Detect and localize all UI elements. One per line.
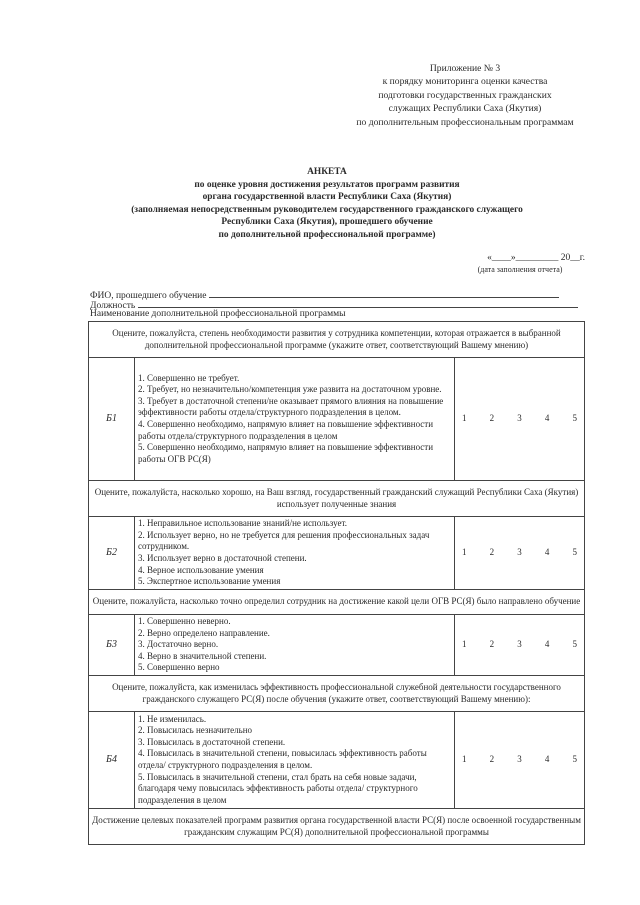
question-options — [135, 615, 455, 676]
rating-option[interactable]: 5 — [572, 547, 577, 558]
appendix-line: подготовки государственных гражданских — [378, 89, 552, 101]
option-item: 4. Повысилась в значительной степени, повысилась эффективность работы отдела/ структурного подразделения в целом. — [138, 748, 427, 770]
program-field[interactable] — [90, 309, 346, 319]
appendix-line: по дополнительным профессиональным программам — [356, 116, 574, 128]
option-item: 2. Верно определено направление. — [138, 627, 270, 638]
question-header-row — [89, 322, 585, 358]
rating-option[interactable]: 3 — [517, 639, 522, 650]
questionnaire-table — [88, 321, 585, 845]
option-item: 5. Совершенно необходимо, напрямую влияет на повышение эффективности работы ОГВ РС(Я) — [138, 442, 434, 464]
question-code: Б2 — [89, 517, 135, 590]
option-item: 1. Не изменилась. — [138, 713, 207, 724]
question-answer-row — [89, 358, 585, 481]
position-label: Должность — [90, 301, 136, 311]
option-item: 5. Совершенно верно — [138, 662, 220, 673]
rating-option[interactable]: 4 — [544, 639, 550, 650]
rating-option[interactable]: 5 — [572, 754, 577, 765]
rating-option[interactable]: 5 — [572, 639, 577, 650]
rating-option[interactable]: 2 — [489, 413, 495, 424]
document-title — [96, 166, 558, 242]
question-code: Б3 — [89, 615, 135, 676]
question-header: Оцените, пожалуйста, насколько хорошо, на Ваш взгляд, государственный гражданский служащий Республики Саха (Якутия) использует полученные знания — [89, 481, 585, 517]
question-header-row — [89, 676, 585, 712]
rating-option[interactable]: 4 — [544, 754, 550, 765]
rating-option[interactable]: 5 — [572, 413, 577, 424]
title-line: Республики Саха (Якутия), прошедшего обучение — [221, 217, 433, 228]
option-item: 3. Использует верно в достаточной степени. — [138, 553, 307, 563]
rating-option[interactable]: 4 — [544, 413, 550, 424]
question-options — [135, 517, 455, 590]
appendix-line: к порядку мониторинга оценки качества — [382, 76, 548, 88]
option-item: 1. Неправильное использование знаний/не использует. — [138, 518, 347, 529]
option-item: 3. Достаточно верно. — [138, 639, 219, 650]
appendix-block — [300, 62, 630, 129]
rating-option[interactable]: 1 — [462, 639, 467, 650]
question-code: Б4 — [89, 712, 135, 809]
rating-scale[interactable] — [455, 712, 585, 809]
position-blank-line[interactable] — [138, 298, 578, 308]
option-item: 4. Верно в значительной степени. — [138, 650, 267, 661]
rating-scale[interactable] — [455, 517, 585, 590]
rating-option[interactable]: 3 — [517, 547, 522, 558]
question-code: Б1 — [89, 358, 135, 481]
question-header: Оцените, пожалуйста, как изменилась эффективность профессиональной служебной деятельности государственного гражданского служащего РС(Я) после обучения (укажите ответ, соответствующий Вашему мнению): — [89, 676, 585, 712]
rating-option[interactable]: 2 — [489, 547, 495, 558]
option-item: 2. Повысилась незначительно — [138, 725, 253, 736]
footer-row-text: Достижение целевых показателей программ развития органа государственной власти РС(Я) после освоенной государственным гражданским служащим РС(Я) дополнительной профессиональной программы — [89, 809, 585, 845]
question-header: Оцените, пожалуйста, насколько точно определил сотрудник на достижение какой цели ОГВ РС(Я) было направлено обучение — [89, 590, 585, 615]
date-block — [455, 252, 585, 276]
option-item: 2. Требует, но незначительно/компетенция уже развита на достаточном уровне. — [138, 384, 442, 395]
rating-scale[interactable] — [455, 358, 585, 481]
program-label: Наименование дополнительной профессиональной программы — [90, 309, 346, 319]
option-item: 4. Верное использование умения — [138, 564, 264, 575]
question-header-row — [89, 590, 585, 615]
option-item: 1. Совершенно не требует. — [138, 372, 240, 383]
footer-row — [89, 809, 585, 845]
option-item: 3. Повысилась в достаточной степени. — [138, 736, 286, 747]
date-line[interactable]: «____»_________ 20__г. — [487, 253, 585, 263]
question-options — [135, 712, 455, 809]
rating-option[interactable]: 1 — [462, 547, 467, 558]
fio-blank-line[interactable] — [209, 288, 559, 298]
question-header: Оцените, пожалуйста, степень необходимости развития у сотрудника компетенции, которая отражается в выбранной дополнительной профессиональной программе (укажите ответ, соответствующий Вашему мнению) — [89, 322, 585, 358]
title-line: по дополнительной профессиональной программе) — [218, 229, 436, 240]
title-line: (заполняемая непосредственным руководителем государственного гражданского служащего — [131, 204, 523, 215]
option-item: 3. Требует в достаточной степени/не оказывает прямого влияния на повышение эффективности работы отдела/структурного подразделения в целом. — [138, 395, 444, 418]
rating-option[interactable]: 1 — [462, 413, 467, 424]
question-answer-row — [89, 615, 585, 676]
date-caption: (дата заполнения отчета) — [477, 265, 563, 274]
question-answer-row — [89, 517, 585, 590]
option-item: 2. Использует верно, но не требуется для решения профессиональных задач сотрудником. — [138, 529, 430, 552]
question-options — [135, 358, 455, 481]
rating-scale[interactable] — [455, 615, 585, 676]
rating-option[interactable]: 3 — [517, 754, 522, 765]
title-line: по оценке уровня достижения результатов программ развития — [194, 179, 460, 190]
question-answer-row — [89, 712, 585, 809]
question-header-row — [89, 481, 585, 517]
title-line: органа государственной власти Республики Саха (Якутия) — [202, 192, 452, 203]
title-heading: АНКЕТА — [307, 167, 347, 177]
rating-option[interactable]: 3 — [517, 413, 522, 424]
option-item: 4. Совершенно необходимо, напрямую влияет на повышение эффективности работы отдела/структурного подразделения в целом — [138, 419, 434, 441]
option-item: 5. Экспертное использование умения — [138, 576, 281, 587]
rating-option[interactable]: 1 — [462, 754, 467, 765]
option-item: 1. Совершенно неверно. — [138, 616, 231, 627]
option-item: 5. Повысилась в значительной степени, стал брать на себя новые задачи, благодаря чему повысилась эффективность работы отдела/ структурного подразделения в целом — [138, 771, 418, 805]
rating-option[interactable]: 2 — [489, 639, 495, 650]
fio-label: ФИО, прошедшего обучение — [90, 291, 207, 301]
appendix-line: Приложение № 3 — [429, 63, 501, 74]
appendix-line: служащих Республики Саха (Якутия) — [388, 103, 542, 115]
rating-option[interactable]: 2 — [489, 754, 495, 765]
rating-option[interactable]: 4 — [544, 547, 550, 558]
